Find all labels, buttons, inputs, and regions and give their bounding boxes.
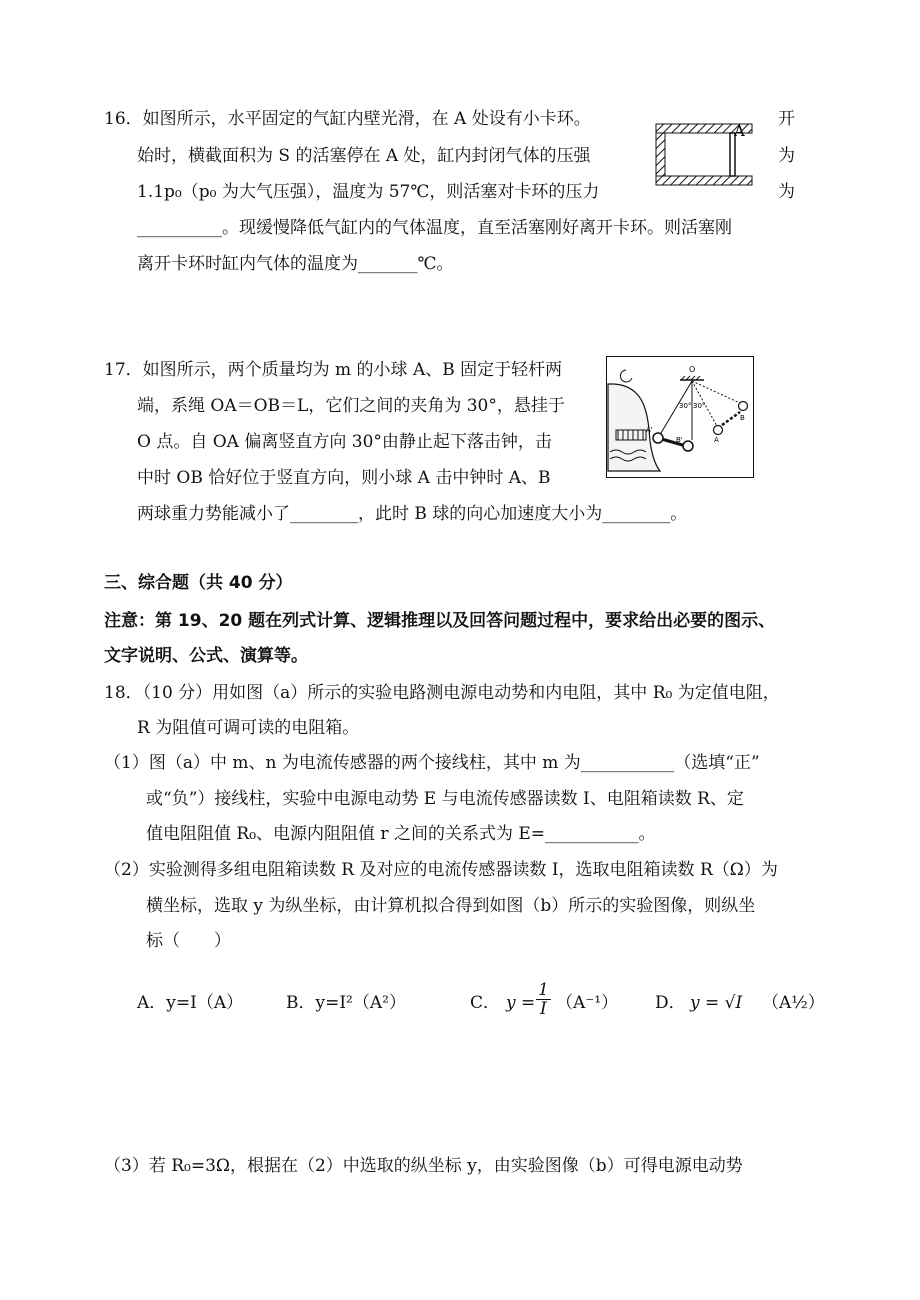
label-angle-2: 30° [693, 402, 706, 410]
label-a-prime: A' [646, 426, 653, 434]
option-c-denominator: I [540, 999, 547, 1019]
option-d-unit: （A½） [762, 993, 825, 1013]
q18-part1-line1: （1）图（a）中 m、n 为电流传感器的两个接线柱，其中 m 为___________（选填“正” [104, 753, 760, 773]
q18-part1-line2: 或“负”）接线柱，实验中电源电动势 E 与电流传感器读数 I、电阻箱读数 R、定 [146, 789, 744, 809]
q17-line5: 两球重力势能减小了________，此时 B 球的向心加速度大小为________。 [137, 504, 688, 524]
label-angle-1: 30° [679, 402, 692, 410]
q16-line3-tail: 为 [778, 182, 795, 202]
label-a: A [734, 122, 745, 140]
q16-line4: __________。现缓慢降低气缸内的气体温度，直至活塞刚好离开卡环。则活塞刚 [137, 218, 732, 238]
option-c-numerator: 1 [538, 980, 549, 1000]
q16-line1-tail: 开 [778, 109, 795, 129]
section-3-title: 三、综合题（共 40 分） [104, 573, 293, 593]
option-c-unit: （A⁻¹） [556, 993, 619, 1013]
q17-line3: O 点。自 OA 偏离竖直方向 30°由静止起下落击钟，击 [137, 432, 552, 452]
q17-line1: 17．如图所示，两个质量均为 m 的小球 A、B 固定于轻杆两 [104, 360, 563, 380]
q18-line2: R 为阻值可调可读的电阻箱。 [137, 718, 360, 738]
q18-part2-line1: （2）实验测得多组电阻箱读数 R 及对应的电流传感器读数 I，选取电阻箱读数 R（Ω）为 [104, 860, 778, 880]
section-3-note-2: 文字说明、公式、演算等。 [104, 646, 308, 666]
q18-part3-line1: （3）若 R₀=3Ω，根据在（2）中选取的纵坐标 y，由实验图像（b）可得电源电动势 [104, 1156, 743, 1176]
q16-line2-tail: 为 [778, 146, 795, 166]
option-d-formula: y = √I [690, 993, 743, 1013]
q17-line2: 端，系绳 OA＝OB＝L，它们之间的夹角为 30°，悬挂于 [137, 396, 565, 416]
q16-line5: 离开卡环时缸内气体的温度为_______℃。 [137, 254, 454, 274]
cylinder-figure [652, 118, 762, 190]
option-c-fraction [536, 981, 551, 1018]
label-b-ball: B [740, 414, 745, 422]
q16-line3: 1.1p₀（p₀ 为大气压强），温度为 57℃，则活塞对卡环的压力 [137, 182, 600, 202]
label-o: O [689, 365, 696, 374]
q17-line4: 中时 OB 恰好位于竖直方向，则小球 A 击中钟时 A、B [137, 468, 551, 488]
option-a: A．y=I（A） [137, 993, 244, 1013]
label-a-ball: A [714, 436, 719, 444]
option-d-label: D． [655, 993, 686, 1013]
bell-pendulum-figure [606, 356, 754, 478]
label-b-prime: B' [676, 436, 683, 444]
q16-line2: 始时，横截面积为 S 的活塞停在 A 处，缸内封闭气体的压强 [137, 146, 591, 166]
option-c-y: y = [506, 993, 536, 1013]
q16-line1: 16．如图所示，水平固定的气缸内壁光滑，在 A 处设有小卡环。 [104, 109, 591, 129]
option-c-label: C． [470, 993, 501, 1013]
option-b: B．y=I²（A²） [286, 993, 406, 1013]
q18-part2-line2: 横坐标，选取 y 为纵坐标，由计算机拟合得到如图（b）所示的实验图像，则纵坐 [146, 896, 756, 916]
section-3-note-1: 注意：第 19、20 题在列式计算、逻辑推理以及回答问题过程中，要求给出必要的图示、 [104, 611, 776, 631]
q18-line1: 18．（10 分）用如图（a）所示的实验电路测电源电动势和内电阻，其中 R₀ 为定值电阻， [104, 683, 780, 703]
q18-part1-line3: 值电阻阻值 R₀、电源内阻阻值 r 之间的关系式为 E=___________。 [146, 824, 656, 844]
q18-part2-line3: 标（ ） [146, 931, 231, 951]
